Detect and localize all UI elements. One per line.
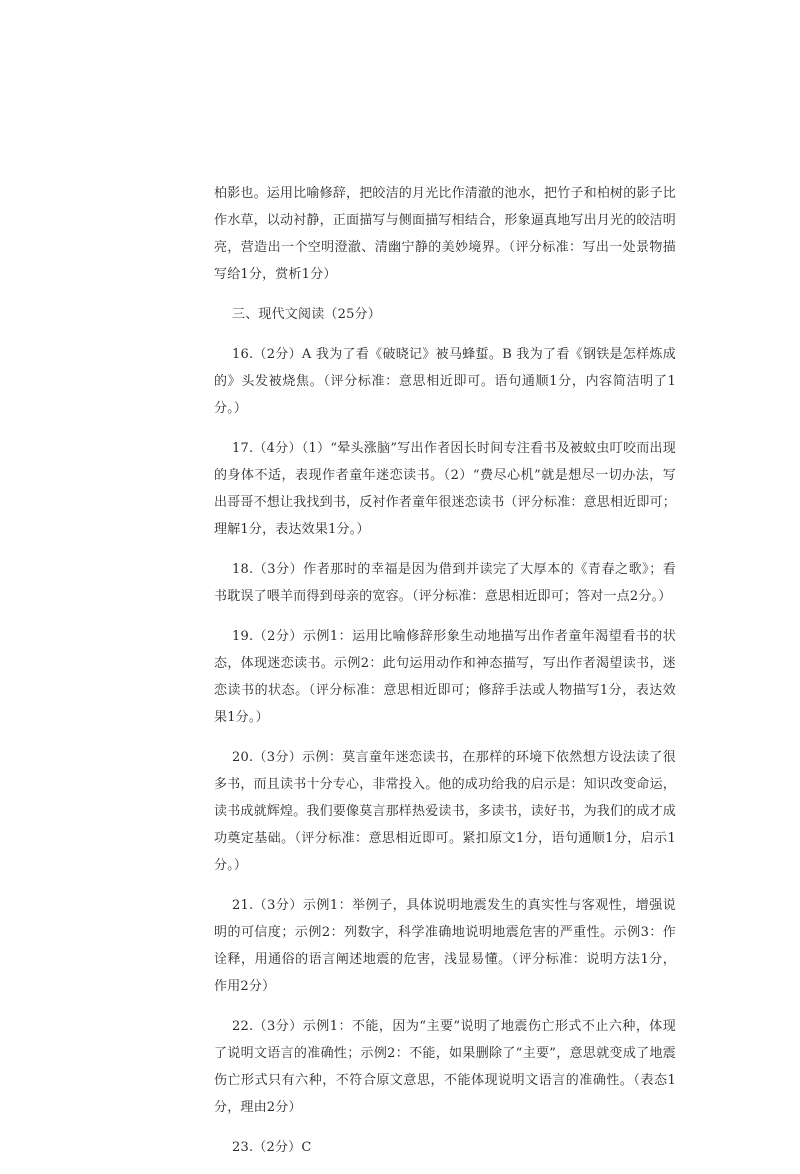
answer-19: 19.（2分）示例1：运用比喻修辞形象生动地描写出作者童年渴望看书的状态，体现迷恋读书。示例2：此句运用动作和神态描写，写出作者渴望读书，迷恋读书的状态。（评分标准：意思相近即可；修辞手法或人物描写1分，表达效果1分。） (214, 629, 676, 725)
answer-key-content (214, 180, 676, 1174)
answer-22: 22.（3分）示例1：不能，因为“主要”说明了地震伤亡形式不止六种，体现了说明文语言的准确性；示例2：不能，如果删除了“主要”，意思就变成了地震伤亡形式只有六种，不符合原文意思，不能体现说明文语言的准确性。（表态1分，理由2分） (214, 1019, 676, 1115)
section-heading-modern-reading: 三、现代文阅读（25分） (232, 307, 381, 322)
paragraph-poem-appreciation: 柏影也。运用比喻修辞，把皎洁的月光比作清澈的池水，把竹子和柏树的影子比作水草，以动衬静，正面描写与侧面描写相结合，形象逼真地写出月光的皎洁明亮，营造出一个空明澄澈、清幽宁静的美妙境界。（评分标准：写出一处景物描写给1分，赏析1分） (214, 186, 677, 282)
answer-20: 20.（3分）示例：莫言童年迷恋读书，在那样的环境下依然想方设法读了很多书，而且读书十分专心，非常投入。他的成功给我的启示是：知识改变命运，读书成就辉煌。我们要像莫言那样热爱读书，多读书，读好书，为我们的成才成功奠定基础。（评分标准：意思相近即可。紧扣原文1分，语句通顺1分，启示1分。） (214, 750, 677, 873)
answer-23: 23.（2分）C (232, 1140, 312, 1155)
answer-21: 21.（3分）示例1：举例子，具体说明地震发生的真实性与客观性，增强说明的可信度；示例2：列数字，科学准确地说明地震危害的严重性。示例3：作诠释，用通俗的语言阐述地震的危害，浅显易懂。（评分标准：说明方法1分，作用2分） (214, 898, 676, 994)
answer-18: 18.（3分）作者那时的幸福是因为借到并读完了大厚本的《青春之歌》；看书耽误了喂羊而得到母亲的宽容。（评分标准：意思相近即可；答对一点2分。） (214, 562, 676, 604)
answer-16: 16.（2分）A 我为了看《破晓记》被马蜂蜇。B 我为了看《钢铁是怎样炼成的》头发被烧焦。（评分标准：意思相近即可。语句通顺1分，内容简洁明了1分。） (214, 347, 676, 416)
answer-17: 17.（4分）（1）“晕头涨脑”写出作者因长时间专注看书及被蚊虫叮咬而出现的身体不适，表现作者童年迷恋读书。（2）“费尽心机”就是想尽一切办法，写出哥哥不想让我找到书，反衬作者童年很迷恋读书（评分标准：意思相近即可；理解1分，表达效果1分。） (214, 441, 677, 537)
